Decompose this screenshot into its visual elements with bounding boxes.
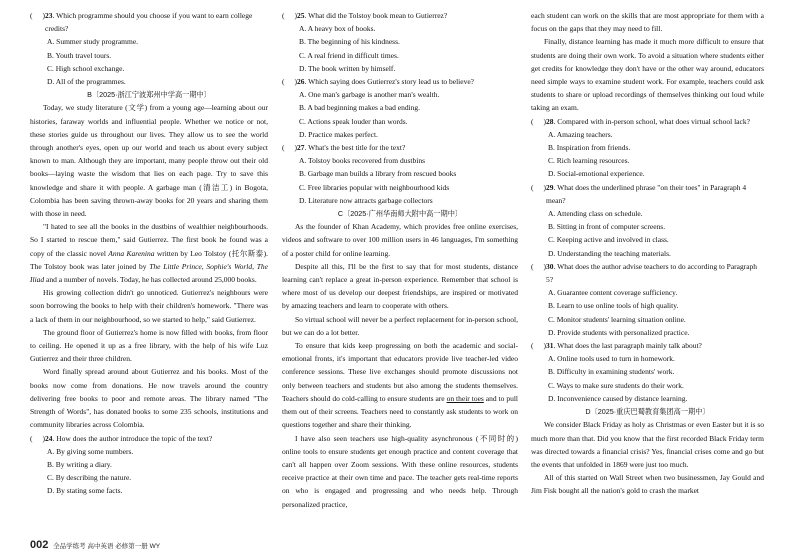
question-30: ( )30. What does the author advise teachers to do according to Paragraph 5? [531, 261, 758, 285]
option: C. Rich learning resources. [548, 156, 630, 166]
passage-b-heading: B〔2025·浙江宁波郑州中学高一期中〕 [87, 90, 211, 100]
option: B. Learn to use online tools of high quality. [548, 301, 679, 311]
option: B. By writing a diary. [47, 459, 112, 469]
option: B. A bad beginning makes a bad ending. [299, 103, 421, 113]
option: A. Summer study programme. [47, 37, 139, 47]
option: B. Garbage man builds a library from rescued books [299, 169, 457, 179]
option: C. Free libraries popular with neighbourhood kids [299, 182, 450, 192]
option: D. The book written by himself. [299, 63, 396, 73]
paragraph: "I hated to see all the books in the dustbins of wealthier neighbourhoods. So I started to rescue them," said Gutierrez. The first book he found was a copy of the classic novel Anna Karenina written by Leo Tolstoy (托尔斯泰). The Tolstoy book was later joined by The Little Prince, Sophie's World, The Iliad and a number of novels. Today, he has collected around 25,000 books. [30, 222, 268, 285]
paragraph: His growing collection didn't go unnoticed. Gutierrez's neighbours were soon borrowing the books to help with their children's homework. "There was a lack of them in our neighbourhood, so we started to help," said Gutierrez. [30, 288, 268, 324]
option: D. Understanding the teaching materials. [548, 248, 671, 258]
paragraph: To ensure that kids keep progressing on both the academic and social-emotional fronts, it's important that educators provide live teacher-led video conference sessions. These live exchanges should promote discussions not only between teachers and students but also among the students themselves. Teachers should do cold-calling to ensure students are on their toes and to pull them out of their screens. Teachers need to constantly ask students to work on questions together and share their thinking. [282, 341, 518, 430]
option: A. One man's garbage is another man's wealth. [299, 90, 440, 100]
option: A. Guarantee content coverage sufficiency. [548, 288, 678, 298]
option: A. Tolstoy books recovered from dustbins [299, 156, 425, 166]
book-titles: The Little Prince, Sophie's World, The Iliad [30, 261, 268, 285]
option: C. High school exchange. [47, 63, 125, 73]
option: D. All of the programmes. [47, 77, 126, 87]
option: C. Actions speak louder than words. [299, 116, 408, 126]
underlined-phrase: on their toes [446, 393, 484, 403]
option: C. A real friend in difficult times. [299, 50, 399, 60]
book-title: Anna Karenina [108, 248, 155, 258]
paragraph: Today, we study literature (文学) from a young age—learning about our histories, faraway worlds and influential people. Whether we notice or not, these stories guide us throughout our lives. They allow us to see the world through another's eyes, open up our world and teach us about every subject known to man. Although they are important, many people throw out their old books—laying waste the wisdom that lies on each page. Try to save this knowledge and share it with people. A garbage man (清洁工) in Bogota, Colombia has been saving thrown-away books for 20 years and sharing them with those in need. [30, 103, 268, 219]
question-27: ( )27. What's the best title for the text? [282, 143, 406, 153]
option: D. Inconvenience caused by distance learning. [548, 393, 688, 403]
option: A. Amazing teachers. [548, 129, 613, 139]
paragraph: We consider Black Friday as holy as Christmas or even Easter but it is so much more than that. Did you know that the first recorded Black Friday term was directed towards a financial crisis? Yes, financial crises come and go but the events that unfolded in 1869 were just too much. [531, 420, 764, 469]
paragraph: each student can work on the skills that are most appropriate for them with a focus on the gaps that they may need to fill. [531, 11, 764, 34]
column-1 [30, 9, 268, 498]
option: D. Practice makes perfect. [299, 129, 378, 139]
option: D. Literature now attracts garbage collectors [299, 195, 433, 205]
option: A. By giving some numbers. [47, 446, 134, 456]
page-footer [30, 539, 160, 551]
question-28: ( )28. Compared with in-person school, what does virtual school lack? [531, 116, 750, 126]
option: A. A heavy box of books. [299, 24, 376, 34]
question-25: ( )25. What did the Tolstoy book mean to Gutierrez? [282, 11, 448, 20]
option: B. Sitting in front of computer screens. [548, 222, 666, 232]
paragraph: The ground floor of Gutierrez's home is now filled with books, from floor to ceiling. He opened it up as a free library, with the help of his wife Luz Gutierrez and their three children. [30, 327, 268, 364]
option: A. Attending class on schedule. [548, 209, 643, 219]
option: D. Social-emotional experience. [548, 169, 645, 179]
question-26: ( )26. Which saying does Gutierrez's story lead us to believe? [282, 77, 475, 87]
option: D. By stating some facts. [47, 486, 123, 496]
option: B. Inspiration from friends. [548, 143, 631, 153]
column-2 [282, 9, 518, 511]
paragraph: Word finally spread around about Gutierrez and his books. Most of the books now come from donations. He now travels around the country delivering free books to poor and remote areas. The library named "The Strength of Words", has donated books to some 235 schools, institutions and community libraries across Colombia. [30, 367, 268, 430]
question-23: ( )23. Which programme should you choose if you want to earn college credits? [30, 11, 253, 34]
option: C. Keeping active and involved in class. [548, 235, 669, 245]
passage-c-heading: C〔2025·广州华南师大附中高一期中〕 [337, 209, 463, 219]
option: A. Online tools used to turn in homework. [548, 354, 675, 364]
footer-text: 全品学练考 高中英语 必修第一册 WY [53, 543, 161, 550]
option: B. Difficulty in examining students' work. [548, 367, 675, 377]
question-24: ( )24. How does the author introduce the topic of the text? [30, 433, 213, 443]
option: B. Youth travel tours. [47, 50, 112, 60]
option: C. Ways to make sure students do their work. [548, 380, 684, 390]
paragraph: As the founder of Khan Academy, which provides free online exercises, videos and software to over 100 million users in 46 languages, I'm something of a poster child for online learning. [282, 222, 518, 258]
paragraph: I have also seen teachers use high-quality asynchronous (不同时的) online tools to ensure students get enough practice and content coverage that can't all happen over Zoom sessions. With these online resources, students receive practice at their own time and pace. The teacher gets real-time reports on who is engaged and progressing and who needs help. Through personalized practice, [282, 433, 518, 509]
paragraph: All of this started on Wall Street when two businessmen, Jay Gould and Jim Fisk bought all the nation's gold to crash the market [531, 473, 764, 496]
question-31: ( )31. What does the last paragraph mainly talk about? [531, 341, 702, 351]
option: B. The beginning of his kindness. [299, 37, 400, 47]
passage-d-heading: D〔2025·重庆巴蜀教育集团高一期中〕 [585, 407, 710, 417]
page-number: 002 [30, 539, 49, 551]
paragraph: So virtual school will never be a perfect replacement for in-person school, but we can do a lot better. [282, 314, 518, 337]
option: C. By describing the nature. [47, 473, 132, 483]
question-29: ( )29. What does the underlined phrase "on their toes" in Paragraph 4 mean? [531, 182, 747, 205]
paragraph: Finally, distance learning has made it much more difficult to ensure that students are doing their own work. To avoid a situation where students either get credits for knowledge they don't have or the other way around, educators need simple ways to examine student work. For example, teachers could ask students to share or upload recordings of themselves thinking out loud while taking an exam. [531, 37, 764, 113]
option: D. Provide students with personalized practice. [548, 327, 690, 337]
column-3 [531, 9, 764, 498]
paragraph: Despite all this, I'll be the first to say that for most students, distance learning can't replace a great in-person experience. Remember that school is where most of us develop our deepest friendships, are inspired or motivated by amazing teachers and learn to cooperate with others. [282, 261, 518, 311]
option: C. Monitor students' learning situation online. [548, 314, 686, 324]
